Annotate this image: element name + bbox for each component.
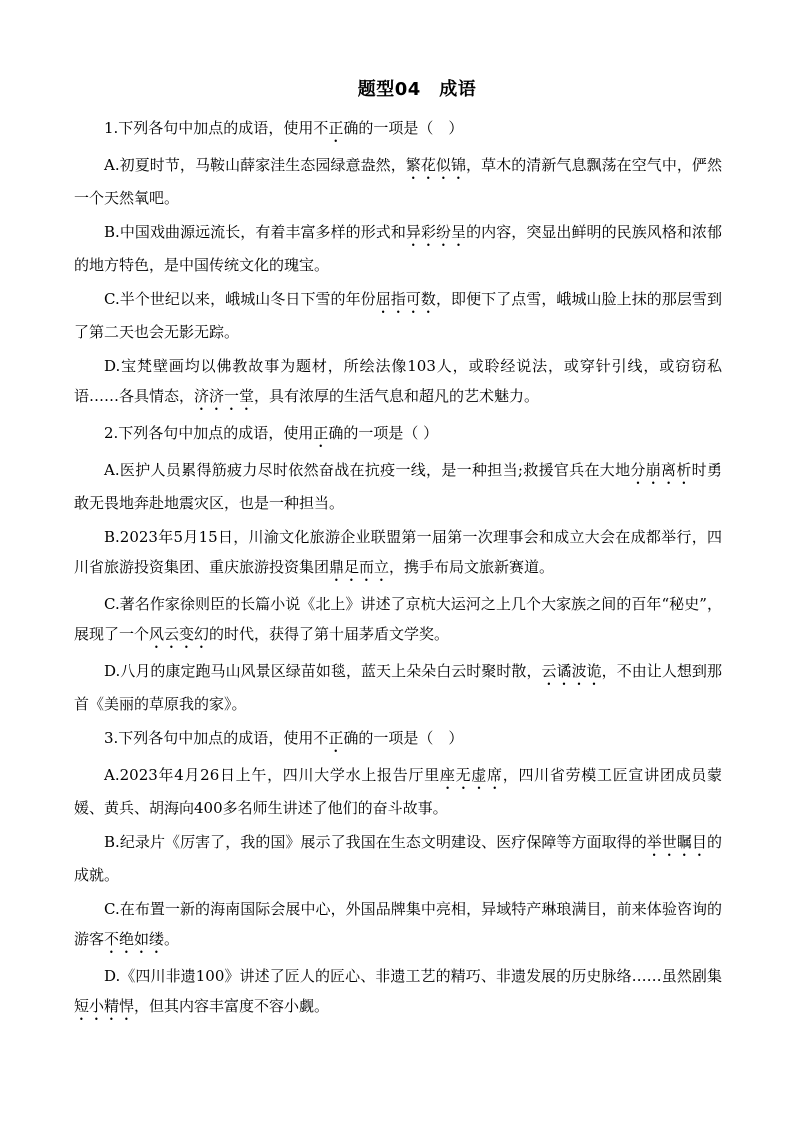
text-segment: A.医护人员累得筋疲力尽时依然奋战在抗疫一线，是一种担当;救援官兵在大地 [104, 461, 631, 479]
answer-option [74, 455, 722, 518]
answer-option [74, 760, 722, 823]
text-segment: 确的一项是（ ） [343, 729, 464, 747]
answer-option [74, 284, 722, 347]
page-title: 题型04 成语 [357, 79, 477, 100]
emphasized-idiom: 云谲波诡 [541, 662, 602, 680]
emphasized-idiom: 分崩离析 [630, 461, 692, 479]
emphasized-idiom: 屈指可数 [375, 290, 436, 308]
emphasized-idiom: 济济一堂 [194, 387, 255, 405]
text-segment: 时勇敢无畏地奔赴地震灾区，也是一种担当。 [74, 461, 722, 512]
answer-option [74, 522, 722, 585]
text-segment: ，草木的清新气息飘荡在空气中，俨然一个天然氧吧。 [74, 156, 722, 207]
text-segment: D.八月的康定跑马山风景区绿苗如毯，蓝天上朵朵白云时聚时散， [104, 662, 542, 680]
text-segment: D.宝梵壁画均以佛教故事为题材，所绘法像103人，或聆经说法，或穿针引线，或窃窃私语……各具情态， [74, 357, 722, 405]
text-segment: C.著名作家徐则臣的长篇小说《北上》讲述了京杭大运河之上几个大家族之间的百年“秘史”，展现了一个 [74, 595, 722, 643]
answer-option [74, 827, 722, 890]
text-segment: C.在布置一新的海南国际会展中心，外国品牌集中亮相，异域特产琳琅满目，前来体验咨询的游客 [74, 900, 722, 948]
answer-option [74, 656, 722, 719]
emphasized-idiom: 鼎足而立 [329, 558, 390, 576]
emphasized-idiom: 举世瞩目 [646, 833, 707, 851]
emphasized-idiom: 座无虚席 [439, 766, 503, 784]
text-segment: 1.下列各句中加点的成语，使用不 [104, 119, 329, 137]
emphasized-idiom: 正 [328, 729, 344, 747]
question-stem [74, 418, 722, 451]
text-segment: B.2023年5月15日，川渝文化旅游企业联盟第一届第一次理事会和成立大会在成都举行，四川省旅游投资集团、重庆旅游投资集团 [74, 528, 722, 576]
text-segment: D.《四川非遗100》讲述了匠人的匠心、非遗工艺的精巧、非遗发展的历史脉络……虽然剧集 [104, 967, 722, 985]
text-segment: ，即便下了点雪，峨城山脸上抹的那层雪到了第二天也会无影无踪。 [74, 290, 722, 341]
text-segment: ，不由让人想到那首《美丽的草原我的家》。 [74, 662, 722, 713]
text-segment: 的内容，突显出鲜明的民族风格和浓郁的地方特色，是中国传统文化的瑰宝。 [74, 223, 722, 274]
question-stem [74, 723, 722, 756]
text-segment: 2.下列各句中加点的成语，使用 [104, 424, 314, 442]
question-stem [74, 113, 722, 146]
text-segment: 的时代，获得了第十届茅盾文学奖。 [209, 625, 450, 643]
answer-option [74, 351, 722, 414]
text-segment: 3.下列各句中加点的成语，使用不 [104, 729, 329, 747]
emphasized-idiom: 正 [313, 424, 329, 442]
text-segment: 。 [164, 930, 180, 948]
text-segment: ，具有浓厚的生活气息和超凡的艺术魅力。 [254, 387, 540, 405]
text-segment: ，携手布局文旅新赛道。 [389, 558, 555, 576]
text-segment: B.纪录片《厉害了，我的国》展示了我国在生态文明建设、医疗保障等方面取得的 [104, 833, 647, 851]
text-segment: ，但其内容丰富度不容小觑。 [134, 997, 330, 1015]
text-segment: A.初夏时节，马鞍山薛家洼生态园绿意盎然， [104, 156, 406, 174]
emphasized-idiom: 短小精悍 [74, 997, 135, 1015]
question-list [74, 113, 722, 1028]
answer-option [74, 217, 722, 280]
text-segment: 的成就。 [74, 833, 722, 884]
answer-option [74, 894, 722, 957]
answer-option [74, 150, 722, 213]
text-segment: 确的一项是（ ） [343, 119, 464, 137]
text-segment: B.中国戏曲源远流长，有着丰富多样的形式和 [104, 223, 406, 241]
answer-option [74, 589, 722, 652]
emphasized-idiom: 繁花似锦 [405, 156, 467, 174]
emphasized-idiom: 风云变幻 [149, 625, 210, 643]
text-segment: A.2023年4月26日上午，四川大学水上报告厅里 [104, 766, 440, 784]
text-segment: 确的一项是（ ） [328, 424, 439, 442]
text-segment: C.半个世纪以来，峨城山冬日下雪的年份 [104, 290, 376, 308]
text-segment: ，四川省劳模工匠宣讲团成员蒙媛、黄兵、胡海向400多名师生讲述了他们的奋斗故事。 [74, 766, 722, 817]
emphasized-idiom: 正 [328, 119, 344, 137]
answer-option [74, 961, 722, 1024]
emphasized-idiom: 异彩纷呈 [405, 223, 467, 241]
emphasized-idiom: 不绝如缕 [104, 930, 165, 948]
